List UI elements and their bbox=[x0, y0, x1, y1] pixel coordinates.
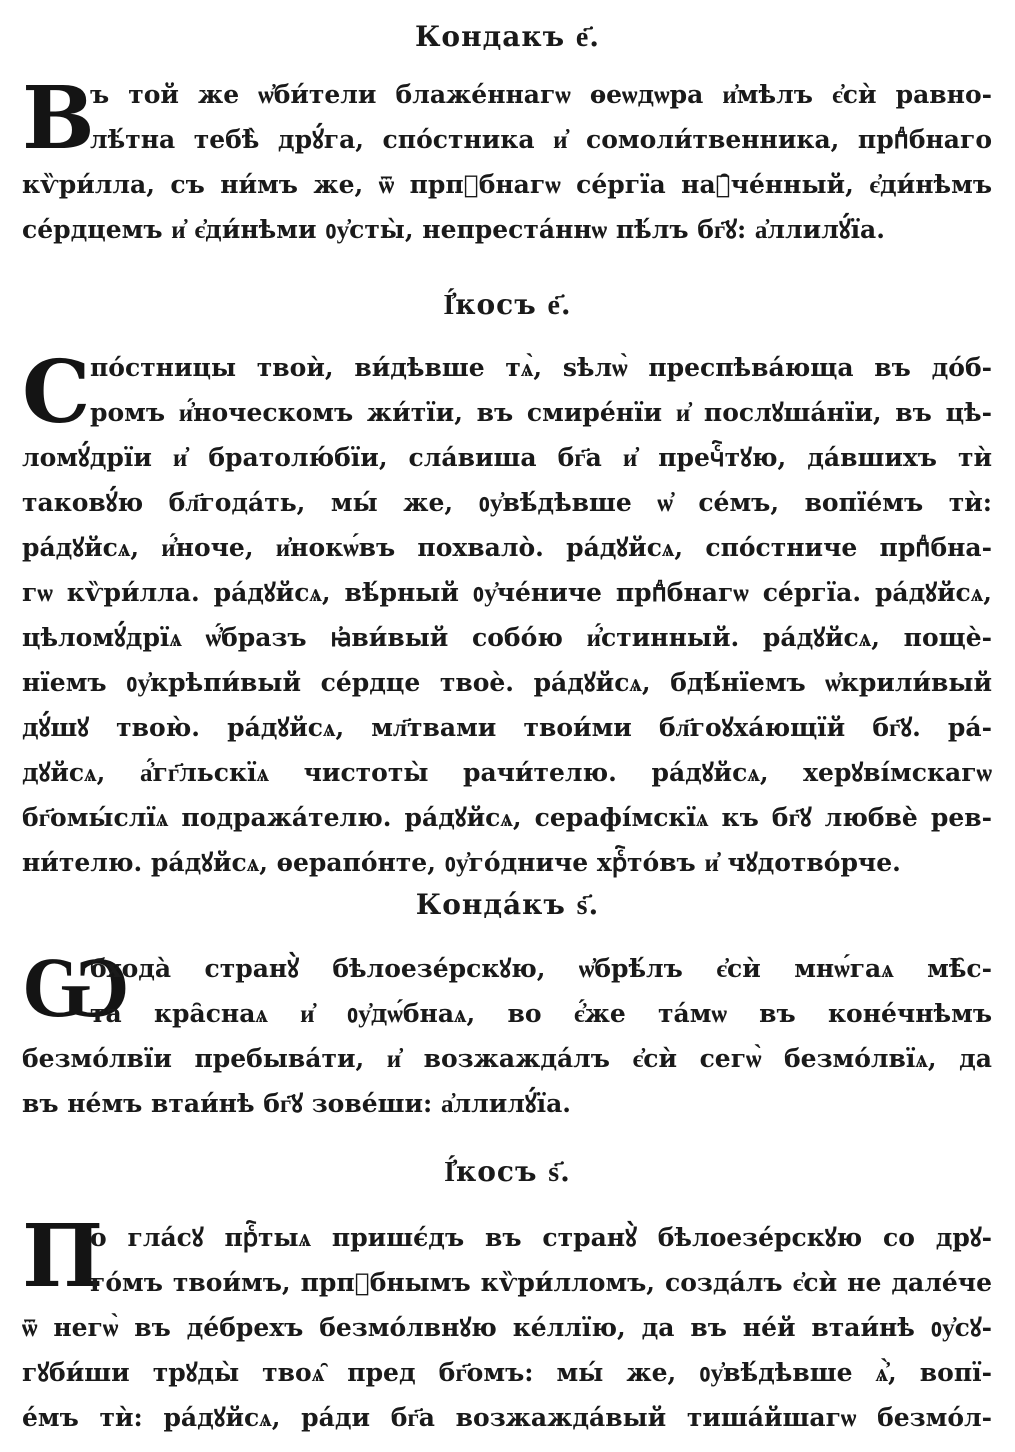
text-line: ъ той же ѡ҆би́тели блаже́ннагѡ ѳеѡдѡра и҆мѣлъ є҆сѝ равно- bbox=[90, 80, 992, 109]
drop-cap-letter: Ѡ bbox=[22, 936, 130, 1037]
section-paragraph bbox=[22, 68, 992, 252]
section-paragraph bbox=[22, 1206, 992, 1440]
text-line: ѿ негѡ̀ въ де́брехъ безмо́лвнꙋю ке́ллїю, да въ не́й втаи́нѣ ᲂу҆сꙋ- bbox=[22, 1313, 992, 1342]
text-line: безмо́лвїи пребыва́ти, и҆ возжажда́лъ є҆сѝ сегѡ̀ безмо́лвїѧ, да bbox=[22, 1044, 992, 1073]
text-line: ломꙋ́дрїи и҆ братолю́бїи, сла́виша бг҃а и҆ пречⷭ҇тꙋю, да́вшихъ тѝ bbox=[22, 443, 992, 472]
text-line: се́рдцемъ и҆ є҆ди́нѣми ᲂу҆сты̀, непреста́ннѡ пѣ́лъ бг҃ꙋ: а҆ллилꙋ́їа. bbox=[22, 215, 885, 244]
text-line: гꙋби́ши трꙋды̀ твоѧ̑ пред бг҃омъ: мы́ же, ᲂу҆вѣ́дѣвше ѧ҆̀, вопї- bbox=[22, 1358, 992, 1387]
text-line: ни́телю. ра́дꙋйсѧ, ѳерапо́нте, ᲂу҆го́дниче хрⷭ҇то́въ и҆ чꙋдотво́рче. bbox=[22, 848, 901, 877]
text-line: бхода̀ странꙋ̀ бѣлоезе́рскꙋю, ѡ҆брѣ́лъ є҆сѝ мнѡ́гаѧ мѣ̑с- bbox=[90, 954, 992, 983]
text-line: бг҃омы́слїѧ подража́телю. ра́дꙋйсѧ, серафі́мскїѧ къ бг҃ꙋ любвѐ рев- bbox=[22, 803, 992, 832]
text-line: въ не́мъ втаи́нѣ бг҃ꙋ зове́ши: а҆ллилꙋ́їа. bbox=[22, 1089, 571, 1118]
drop-cap-letter: С bbox=[22, 342, 91, 443]
text-line: го́мъ твои́мъ, прпⷣбнымъ кѷри́лломъ, созда́лъ є҆сѝ не дале́че bbox=[90, 1268, 992, 1297]
text-line: о гла́сꙋ прⷭ҇тыѧ пришє́дъ въ странꙋ̀ бѣлоезе́рскꙋю со дрꙋ- bbox=[90, 1223, 992, 1252]
text-line: кѷри́лла, съ ни́мъ же, ѿ прпⷣбнагѡ се́ргїа наꙋ̑че́нный, є҆ди́нѣмъ bbox=[22, 170, 992, 199]
section-heading-ikos-5: І҆́косъ е҃. bbox=[443, 288, 572, 321]
drop-cap-letter: П bbox=[22, 1206, 104, 1307]
text-line: дꙋйсѧ, а҆́гг҃льскїѧ чистоты̀ рачи́телю. ра́дꙋйсѧ, херꙋві́мскагѡ bbox=[22, 758, 992, 787]
section-heading-kondak-5: Кондакъ е҃. bbox=[414, 20, 601, 53]
text-line: гѡ кѷри́лла. ра́дꙋйсѧ, вѣ́рный ᲂу҆че́ниче прпⷣбнагѡ се́ргїа. ра́дꙋйсѧ, bbox=[22, 578, 992, 607]
text-line: цѣломꙋ́дрїѧ ѡ҆́бразъ ꙗ҆ви́вый собо́ю и҆́стинный. ра́дꙋйсѧ, пощѐ- bbox=[22, 623, 992, 652]
text-line: по́стницы твоѝ, ви́дѣвше тѧ̀, ѕѣлѡ̀ преспѣва́юща въ до́б- bbox=[90, 353, 992, 382]
section-paragraph bbox=[22, 342, 992, 885]
section-paragraph bbox=[22, 936, 992, 1126]
section-heading-ikos-6: І҆́косъ ѕ҃. bbox=[444, 1155, 571, 1188]
text-line: ра́дꙋйсѧ, и҆́ноче, и҆нокѡ́въ похвало̀. ра́дꙋйсѧ, спо́стниче прпⷣбна- bbox=[22, 533, 992, 562]
text-line: та кра̑снаѧ и҆ ᲂу҆дѡ́бнаѧ, во є҆́же та́мѡ въ коне́чнѣмъ bbox=[90, 999, 992, 1028]
text-line: таковꙋ́ю бл҃года́ть, мы́ же, ᲂу҆вѣ́дѣвше ѡ҆ се́мъ, вопїе́мъ тѝ: bbox=[22, 488, 992, 517]
text-line: нїемъ ᲂу҆крѣпи́вый се́рдце твоѐ. ра́дꙋйсѧ, бдѣ́нїемъ ѡ҆крили́вый bbox=[22, 668, 992, 697]
text-line: лѣ́тна тебѣ̀ дрꙋ́га, спо́стника и҆ сомоли́твенника, прпⷣбнаго bbox=[90, 125, 992, 154]
section-heading-kondak-6: Конда́къ ѕ҃. bbox=[415, 888, 600, 921]
text-line: е́мъ тѝ: ра́дꙋйсѧ, ра́ди бг҃а возжажда́вый тиша́йшагѡ безмо́л- bbox=[22, 1403, 992, 1432]
drop-cap-letter: В bbox=[22, 68, 95, 169]
text-line: ромъ и҆́ноческомъ жи́тїи, въ смире́нїи и҆ послꙋша́нїи, въ цѣ- bbox=[90, 398, 992, 427]
text-line: дꙋ́шꙋ твою̀. ра́дꙋйсѧ, мл҃твами твои́ми бл҃гоꙋха́ющїй бг҃ꙋ. ра́- bbox=[22, 713, 992, 742]
